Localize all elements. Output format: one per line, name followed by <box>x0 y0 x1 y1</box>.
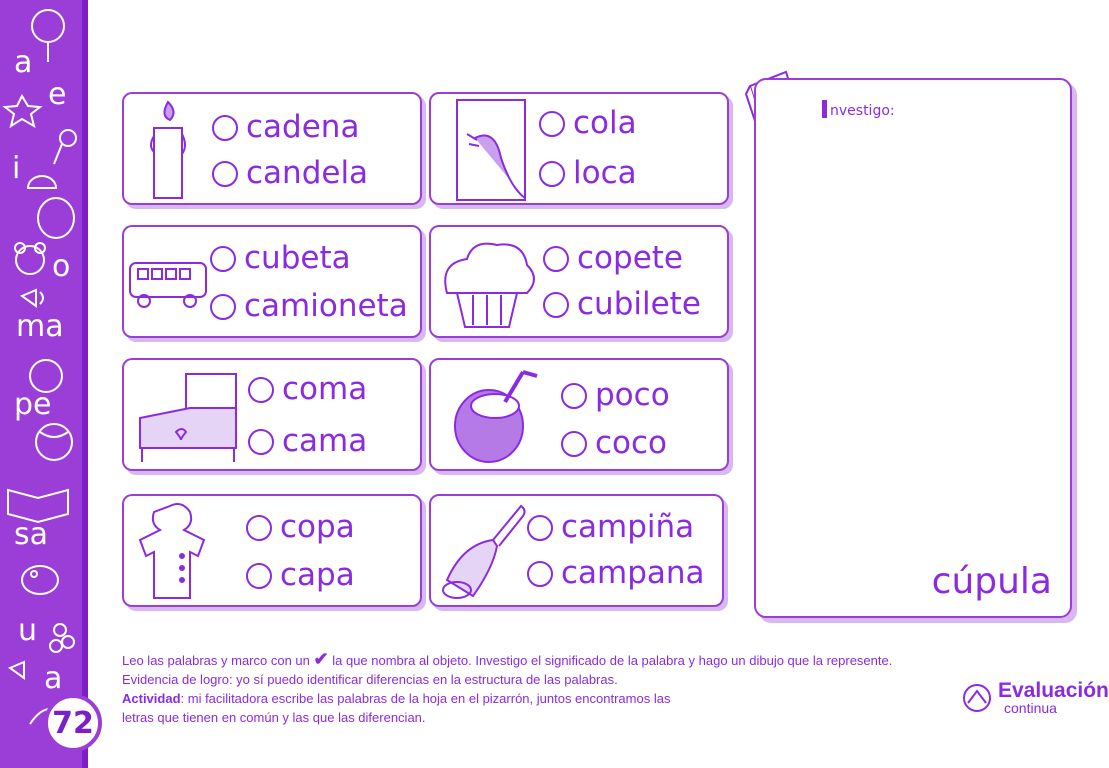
bell-icon <box>433 500 529 604</box>
sidebar-letter-a2: a <box>44 661 63 696</box>
radio-button[interactable] <box>527 561 553 587</box>
radio-button[interactable] <box>539 111 565 137</box>
option-row[interactable] <box>246 509 355 545</box>
radio-button[interactable] <box>210 246 236 272</box>
option-word: copa <box>280 509 355 545</box>
option-word: capa <box>280 557 355 593</box>
radio-button[interactable] <box>246 563 272 589</box>
radio-button[interactable] <box>543 292 569 318</box>
option-word: cola <box>573 105 637 141</box>
option-word: coma <box>282 371 368 407</box>
investigo-label <box>822 100 895 119</box>
radio-button[interactable] <box>539 161 565 187</box>
radio-button[interactable] <box>210 294 236 320</box>
option-word: cama <box>282 423 368 459</box>
radio-button[interactable] <box>561 431 587 457</box>
sidebar-letter-e: e <box>48 77 67 112</box>
radio-button[interactable] <box>246 515 272 541</box>
activity-label: Actividad <box>122 691 181 706</box>
option-row[interactable] <box>210 288 408 324</box>
card-muffin <box>429 225 729 338</box>
investigo-panel[interactable] <box>754 78 1072 618</box>
activity-text: : mi facilitadora escribe las palabras de la hoja en el pizarrón, juntos encontramos las <box>180 691 671 706</box>
option-row[interactable] <box>561 377 670 413</box>
option-row[interactable] <box>248 371 368 407</box>
investigo-label-text: nvestigo: <box>830 103 895 119</box>
option-word: poco <box>595 377 670 413</box>
option-word: campana <box>561 555 705 591</box>
card-coconut <box>429 358 729 471</box>
option-row[interactable] <box>210 240 351 276</box>
logo-icon <box>962 683 992 713</box>
logo-subtitle: continua <box>1004 700 1057 716</box>
option-row[interactable] <box>212 109 360 145</box>
card-cape <box>122 494 422 607</box>
option-word: cubilete <box>577 286 701 322</box>
sidebar-letter-sa: sa <box>14 517 49 552</box>
tail-icon <box>455 98 527 202</box>
cape-icon <box>142 500 222 604</box>
option-row[interactable] <box>212 155 369 191</box>
activity-line <box>122 689 1022 708</box>
option-word: cadena <box>246 109 360 145</box>
instruction-text: Leo las palabras y marco con un <box>122 653 310 668</box>
bed-icon <box>136 368 242 466</box>
radio-button[interactable] <box>248 377 274 403</box>
option-word: candela <box>246 155 369 191</box>
candle-icon <box>144 98 192 202</box>
checkmark-icon: ✔ <box>313 649 329 669</box>
coconut-icon <box>449 366 549 468</box>
radio-button[interactable] <box>212 115 238 141</box>
sidebar-letter-a: a <box>14 45 33 80</box>
evidence-line: Evidencia de logro: yo sí puedo identificar diferencias en la estructura de las palabras. <box>122 672 618 687</box>
bus-icon <box>128 257 210 313</box>
option-row[interactable] <box>539 155 637 191</box>
page-number: 72 <box>44 694 102 752</box>
instruction-text: la que nombra al objeto. Investigo el significado de la palabra y hago un dibujo que la represente. <box>332 653 893 668</box>
option-word: camioneta <box>244 288 408 324</box>
logo-title: Evaluación <box>998 679 1109 702</box>
radio-button[interactable] <box>248 429 274 455</box>
option-word: campiña <box>561 509 695 545</box>
radio-button[interactable] <box>212 161 238 187</box>
sidebar-letter-ma: ma <box>16 309 64 344</box>
option-row[interactable] <box>527 509 695 545</box>
sidebar-letter-i: i <box>12 151 21 186</box>
card-bed <box>122 358 422 471</box>
card-bus <box>122 225 422 338</box>
card-candle <box>122 92 422 205</box>
card-tail <box>429 92 729 205</box>
option-row[interactable] <box>527 555 705 591</box>
option-row[interactable] <box>246 557 355 593</box>
sidebar <box>0 0 94 768</box>
option-row[interactable] <box>248 423 368 459</box>
sidebar-letter-pe: pe <box>14 387 52 422</box>
sidebar-letter-u: u <box>18 613 38 648</box>
option-word: loca <box>573 155 637 191</box>
radio-button[interactable] <box>561 383 587 409</box>
radio-button[interactable] <box>543 246 569 272</box>
investigo-initial <box>822 100 827 118</box>
option-word: cubeta <box>244 240 351 276</box>
activity-line-2: letras que tienen en común y las que las diferencian. <box>122 710 426 725</box>
option-row[interactable] <box>539 105 637 141</box>
instructions <box>122 650 1022 727</box>
logo-text <box>998 680 1109 715</box>
investigo-word: cúpula <box>931 561 1052 602</box>
radio-button[interactable] <box>527 515 553 541</box>
instruction-line-1 <box>122 650 1022 670</box>
option-row[interactable] <box>561 425 668 461</box>
option-row[interactable] <box>543 240 683 276</box>
card-bell <box>429 494 724 607</box>
option-row[interactable] <box>543 286 701 322</box>
option-word: coco <box>595 425 668 461</box>
evaluacion-logo <box>962 680 1109 715</box>
muffin-icon <box>437 233 537 333</box>
option-word: copete <box>577 240 683 276</box>
sidebar-letter-o: o <box>52 249 71 284</box>
sidebar-decorations <box>0 0 88 768</box>
